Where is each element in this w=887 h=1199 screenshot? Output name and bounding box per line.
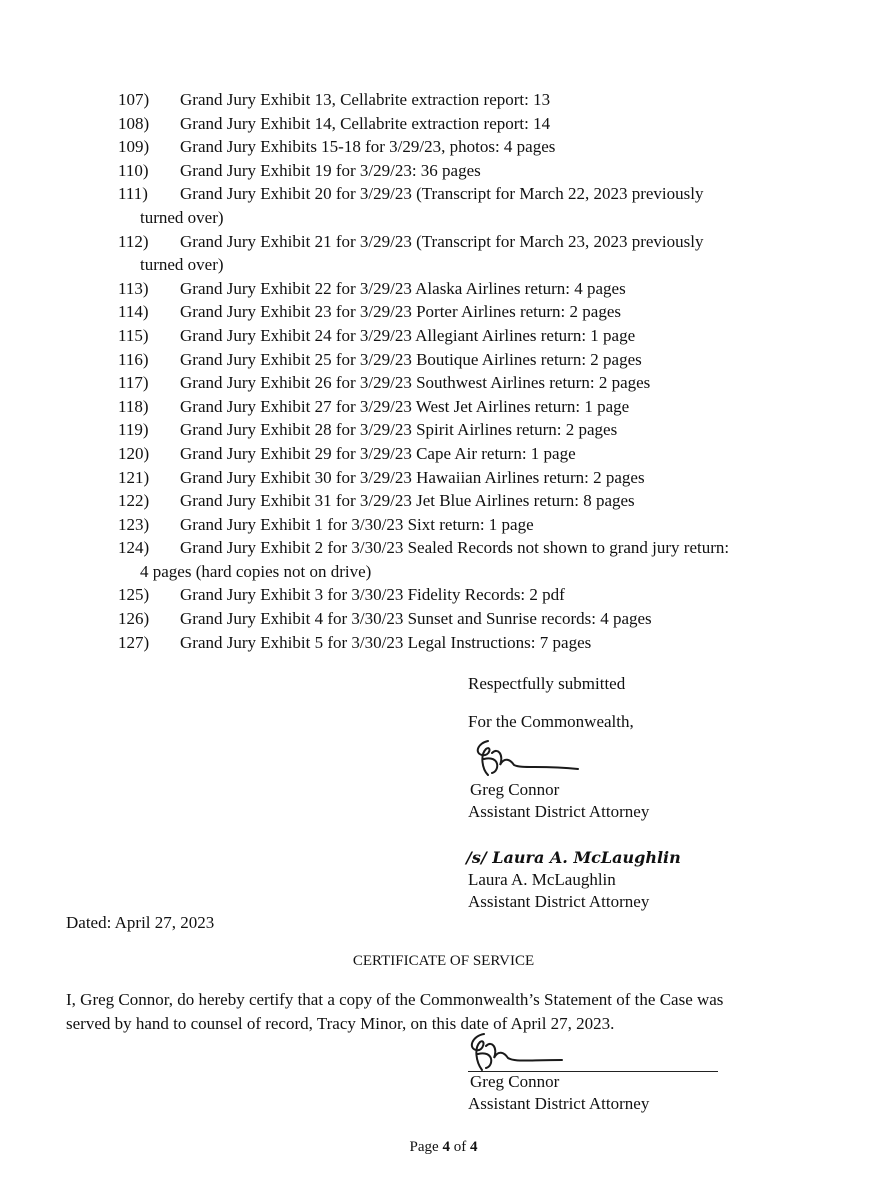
list-item — [118, 489, 818, 513]
laura-esignature: /s/ Laura A. McLaughlin — [466, 848, 681, 867]
exhibit-number: 113) — [118, 278, 149, 298]
list-item — [118, 348, 818, 372]
dated-line: Dated: April 27, 2023 — [66, 913, 215, 932]
exhibit-text: Grand Jury Exhibit 27 for 3/29/23 West Jet Airlines return: 1 page — [180, 396, 630, 416]
exhibit-text: Grand Jury Exhibit 14, Cellabrite extraction report: 14 — [180, 113, 551, 133]
list-item — [118, 607, 818, 631]
page-of: of — [453, 1139, 467, 1155]
list-item — [118, 135, 818, 159]
respectfully-submitted: Respectfully submitted — [468, 674, 626, 693]
list-item — [118, 371, 818, 395]
exhibit-list — [118, 88, 818, 654]
exhibit-number: 124) — [118, 538, 150, 558]
exhibit-text: Grand Jury Exhibit 2 for 3/30/23 Sealed Records not shown to grand jury return: — [180, 538, 730, 558]
list-item — [118, 112, 818, 136]
exhibit-text: Grand Jury Exhibit 25 for 3/29/23 Boutique Airlines return: 2 pages — [180, 349, 642, 369]
exhibit-number: 119) — [118, 420, 149, 440]
exhibit-text: Grand Jury Exhibit 1 for 3/30/23 Sixt return: 1 page — [180, 514, 534, 534]
exhibit-text: Grand Jury Exhibit 3 for 3/30/23 Fidelity Records: 2 pdf — [180, 585, 565, 605]
exhibit-number: 121) — [118, 467, 150, 487]
list-item — [118, 88, 818, 112]
certificate-heading-row — [0, 950, 887, 972]
greg-connor-signature-2 — [462, 1030, 582, 1076]
list-item — [118, 631, 818, 655]
list-item — [118, 277, 818, 301]
list-item — [118, 418, 818, 442]
list-item — [118, 442, 818, 466]
exhibit-text: Grand Jury Exhibit 31 for 3/29/23 Jet Blue Airlines return: 8 pages — [180, 491, 635, 511]
list-item — [118, 395, 818, 419]
exhibit-text: Grand Jury Exhibit 30 for 3/29/23 Hawaiian Airlines return: 2 pages — [180, 467, 645, 487]
exhibit-number: 127) — [118, 632, 150, 652]
signer1-name: Greg Connor — [470, 780, 560, 799]
exhibit-number: 117) — [118, 373, 149, 393]
greg-connor-signature-1 — [470, 735, 590, 785]
exhibit-number: 112) — [118, 231, 149, 251]
list-item — [118, 182, 818, 229]
exhibit-number: 111) — [118, 184, 148, 204]
exhibit-text: Grand Jury Exhibit 20 for 3/29/23 (Transcript for March 22, 2023 previously — [180, 184, 704, 204]
list-item — [118, 159, 818, 183]
exhibit-text: Grand Jury Exhibit 4 for 3/30/23 Sunset and Sunrise records: 4 pages — [180, 609, 652, 629]
exhibit-number: 120) — [118, 443, 150, 463]
list-item — [118, 230, 818, 277]
page-total: 4 — [469, 1139, 478, 1155]
exhibit-number: 123) — [118, 514, 150, 534]
signer2-name: Laura A. McLaughlin — [468, 870, 616, 889]
exhibit-number: 108) — [118, 113, 150, 133]
exhibit-number: 114) — [118, 302, 149, 322]
certificate-heading: CERTIFICATE OF SERVICE — [352, 953, 535, 969]
exhibit-text-continued: turned over) — [140, 255, 224, 275]
exhibit-text: Grand Jury Exhibit 5 for 3/30/23 Legal Instructions: 7 pages — [180, 632, 592, 652]
exhibit-text: Grand Jury Exhibit 24 for 3/29/23 Allegiant Airlines return: 1 page — [180, 325, 636, 345]
page-label: Page — [409, 1139, 439, 1155]
certificate-line-1: I, Greg Connor, do hereby certify that a copy of the Commonwealth’s Statement of the Case was — [66, 990, 724, 1009]
list-item — [118, 536, 818, 583]
list-item — [118, 583, 818, 607]
signer1-title: Assistant District Attorney — [468, 802, 650, 821]
list-item — [118, 466, 818, 490]
exhibit-text: Grand Jury Exhibit 22 for 3/29/23 Alaska Airlines return: 4 pages — [180, 278, 626, 298]
page-footer — [0, 1136, 887, 1158]
exhibit-number: 126) — [118, 609, 150, 629]
exhibit-number: 122) — [118, 491, 150, 511]
exhibit-number: 109) — [118, 137, 150, 157]
exhibit-text: Grand Jury Exhibits 15-18 for 3/29/23, photos: 4 pages — [180, 137, 556, 157]
exhibit-number: 115) — [118, 325, 149, 345]
list-item — [118, 513, 818, 537]
for-commonwealth: For the Commonwealth, — [468, 712, 634, 731]
exhibit-number: 110) — [118, 160, 149, 180]
exhibit-text: Grand Jury Exhibit 21 for 3/29/23 (Transcript for March 23, 2023 previously — [180, 231, 704, 251]
exhibit-text: Grand Jury Exhibit 28 for 3/29/23 Spirit Airlines return: 2 pages — [180, 420, 618, 440]
cert-signer-title: Assistant District Attorney — [468, 1094, 650, 1113]
exhibit-number: 107) — [118, 90, 150, 109]
certificate-line-2: served by hand to counsel of record, Tracy Minor, on this date of April 27, 2023. — [66, 1014, 615, 1033]
exhibit-text-continued: turned over) — [140, 207, 224, 227]
exhibit-text: Grand Jury Exhibit 29 for 3/29/23 Cape Air return: 1 page — [180, 443, 576, 463]
exhibit-text: Grand Jury Exhibit 13, Cellabrite extraction report: 13 — [180, 90, 551, 109]
list-item — [118, 324, 818, 348]
list-item — [118, 300, 818, 324]
exhibit-text-continued: 4 pages (hard copies not on drive) — [140, 561, 372, 581]
exhibit-number: 118) — [118, 396, 149, 416]
page-current: 4 — [442, 1139, 450, 1155]
exhibit-text: Grand Jury Exhibit 23 for 3/29/23 Porter Airlines return: 2 pages — [180, 302, 621, 322]
signer2-title: Assistant District Attorney — [468, 892, 650, 911]
exhibit-number: 116) — [118, 349, 149, 369]
exhibit-number: 125) — [118, 585, 150, 605]
exhibit-text: Grand Jury Exhibit 19 for 3/29/23: 36 pages — [180, 160, 481, 180]
exhibit-text: Grand Jury Exhibit 26 for 3/29/23 Southwest Airlines return: 2 pages — [180, 373, 651, 393]
cert-signer-name: Greg Connor — [470, 1072, 560, 1091]
